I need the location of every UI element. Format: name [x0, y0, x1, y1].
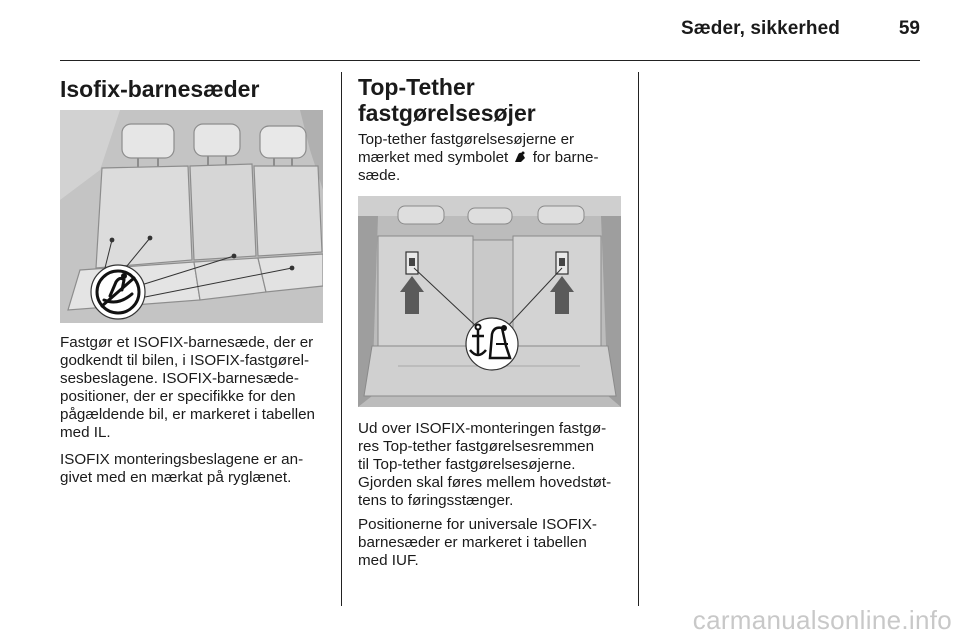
isofix-heading: Isofix-barnesæder: [60, 76, 260, 102]
watermark: carmanualsonline.info: [692, 605, 952, 635]
top-tether-heading: Top-Tether fastgørelsesøjer: [358, 74, 536, 126]
child-seat-tether-icon: [514, 150, 526, 162]
top-tether-cargo-illustration: [358, 196, 621, 407]
top-tether-paragraph-2: Positionerne for universale ISOFIX- barnesæder er markeret i tabellen med IUF.: [358, 516, 597, 569]
column-divider-right: [638, 72, 639, 606]
column-divider-left: [341, 72, 342, 606]
page-number: 59: [898, 18, 920, 39]
isofix-paragraph-1: Fastgør et ISOFIX-barnesæde, der er godkendt til bilen, i ISOFIX-fastgørel- sesbeslagene. ISOFIX-barnesæde- positioner, der er specifikke for den pågældende bil, er markeret i tabellen med IL.: [60, 334, 315, 441]
header-divider: [60, 60, 920, 61]
section-title: Sæder, sikkerhed: [681, 18, 840, 39]
isofix-rear-seat-illustration: [60, 110, 323, 323]
top-tether-paragraph-1: Ud over ISOFIX-monteringen fastgø- res Top-tether fastgørelsesremmen til Top-tether fastgørelsesøjerne. Gjorden skal føres mellem hovedstøt- tens to føringsstænger.: [358, 420, 612, 509]
top-tether-intro: Top-tether fastgørelsesøjerne er mærket med symbolet for barne- sæde.: [358, 131, 599, 184]
isofix-paragraph-2: ISOFIX monteringsbeslagene er an- givet med en mærkat på ryglænet.: [60, 451, 304, 486]
